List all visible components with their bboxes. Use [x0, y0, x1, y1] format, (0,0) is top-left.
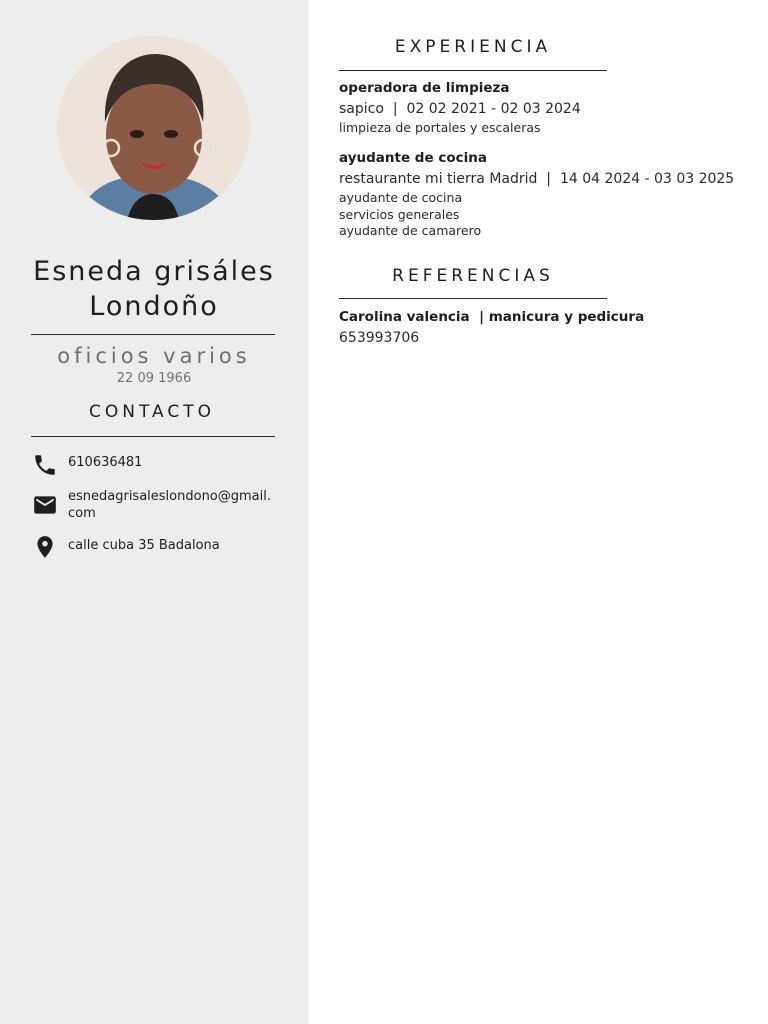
- reference-name: Carolina valencia: [339, 309, 470, 325]
- job-2-duty: servicios generales: [339, 206, 460, 222]
- job-2-duty: ayudante de camarero: [339, 223, 482, 238]
- job-1-meta: [339, 101, 581, 117]
- job-1-duty: limpieza de portales y escaleras: [339, 120, 541, 135]
- experience-divider: [339, 70, 607, 71]
- name-line-2: Londoño: [89, 291, 219, 322]
- full-name: [20, 254, 288, 324]
- contact-address: [32, 534, 278, 560]
- reference-phone: 653993706: [339, 330, 420, 346]
- separator: |: [383, 101, 407, 117]
- job-1-dates: 02 02 2021 - 02 03 2024: [406, 101, 581, 117]
- job-2-title: ayudante de cocina: [339, 150, 487, 166]
- job-1-title: operadora de limpieza: [339, 80, 510, 96]
- job-1-duties: [339, 120, 541, 137]
- street-address: calle cuba 35 Badalona: [68, 538, 220, 553]
- job-2-duty: ayudante de cocina: [339, 190, 463, 205]
- email-icon: [32, 492, 58, 518]
- job-2-meta: [339, 171, 734, 187]
- reference-role: manicura y pedicura: [488, 309, 645, 325]
- separator: |: [537, 171, 560, 187]
- job-2-employer: restaurante mi tierra Madrid: [339, 171, 538, 187]
- contact-heading: CONTACTO: [89, 402, 215, 422]
- job-1-employer: sapico: [339, 101, 384, 117]
- profile-photo: [57, 36, 250, 220]
- name-line-1: Esneda grisáles: [33, 256, 275, 287]
- job-2-duties: [339, 190, 481, 240]
- contact-divider: [31, 436, 275, 437]
- job-2-dates: 14 04 2024 - 03 03 2025: [559, 171, 735, 187]
- references-divider: [339, 298, 607, 299]
- location-pin-icon: [32, 534, 58, 560]
- birthdate: 22 09 1966: [116, 371, 192, 386]
- name-divider: [31, 334, 275, 335]
- phone-number: 610636481: [68, 455, 143, 470]
- email-address: esnedagrisaleslondono@gmail.com: [68, 489, 271, 521]
- job-title: oficios varios: [57, 344, 251, 368]
- contact-phone: [32, 452, 278, 478]
- contact-email: [32, 488, 278, 522]
- references-heading: REFERENCIAS: [392, 266, 554, 286]
- reference-1: [339, 309, 644, 325]
- separator: |: [469, 309, 489, 325]
- experience-heading: EXPERIENCIA: [394, 37, 552, 57]
- phone-icon: [32, 452, 58, 478]
